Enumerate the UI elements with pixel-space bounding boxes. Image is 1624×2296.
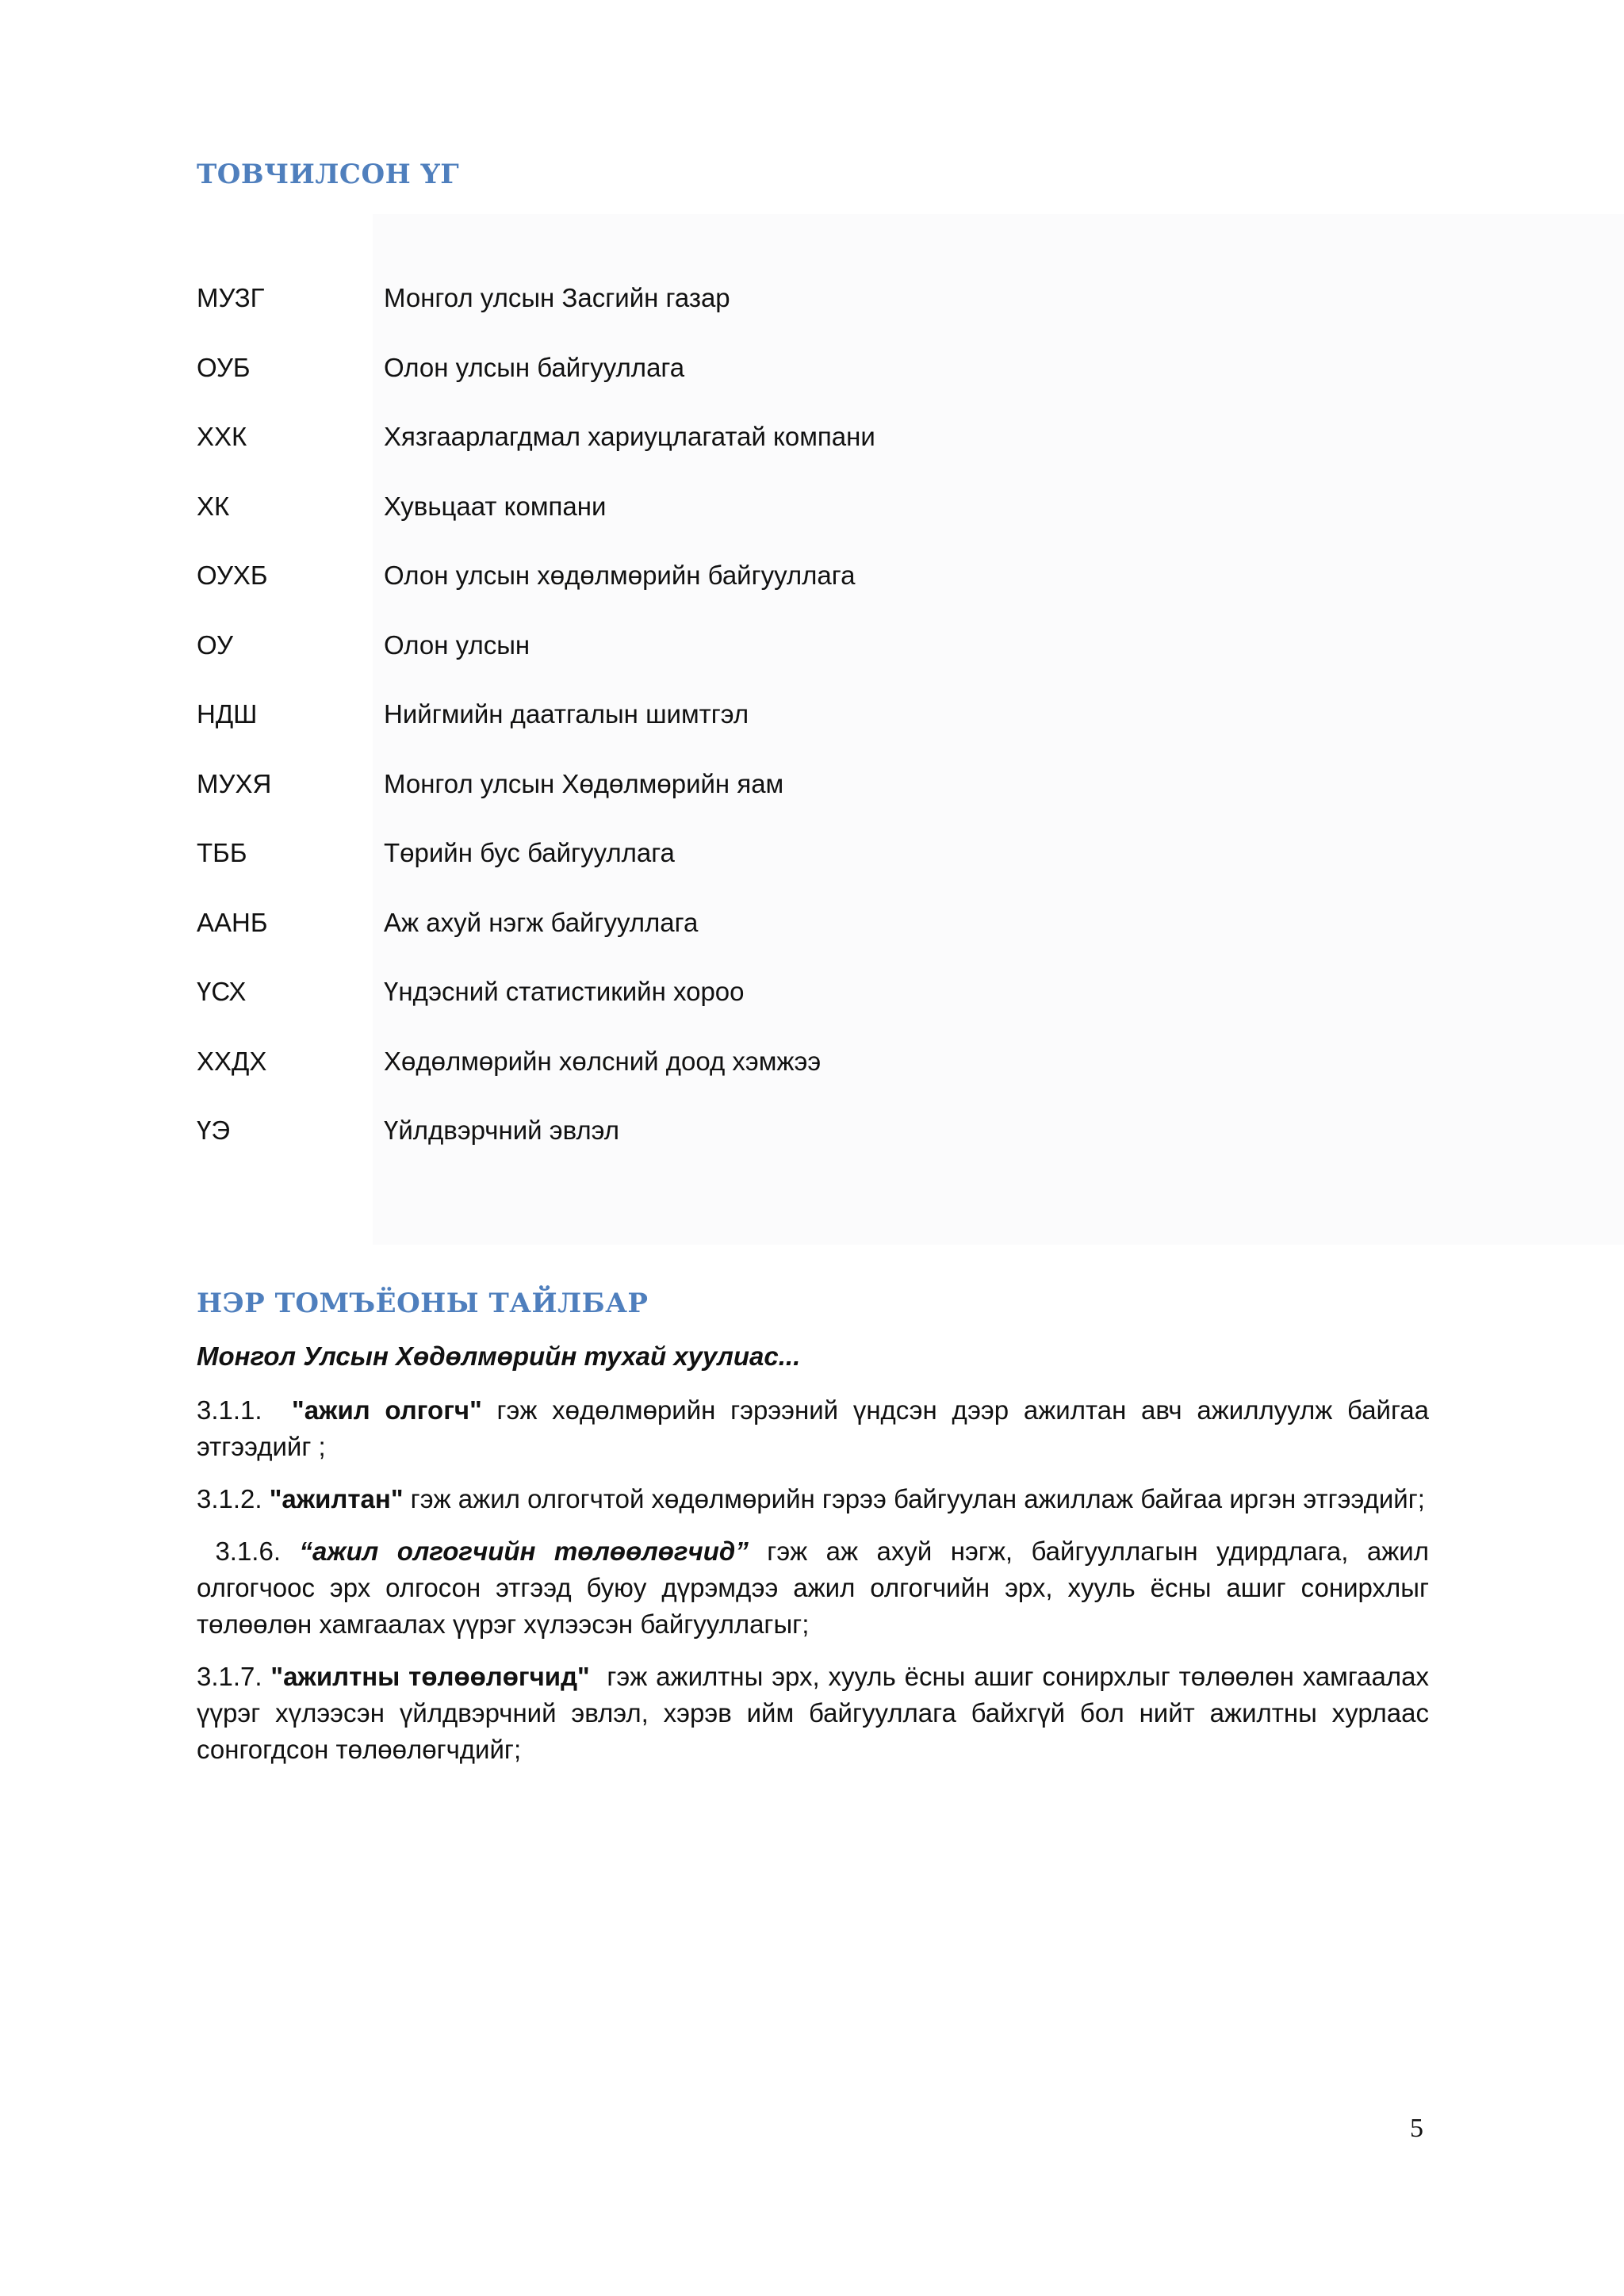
definition-term: "ажилтны төлөөлөгчид" [270,1662,590,1691]
abbreviation-definition: Үйлдвэрчний эвлэл [384,1115,619,1145]
abbreviation-row [197,560,1465,629]
abbreviation-definition: Үндэсний статистикийн хороо [384,977,745,1006]
definition-number: 3.1.1. [197,1395,262,1425]
abbreviation-code: ОУ [197,629,233,660]
abbreviation-row [197,1115,1465,1184]
abbreviation-definition: Хувьцаат компани [384,491,607,521]
abbreviation-list [197,282,1465,1184]
abbreviation-definition: Олон улсын байгууллага [384,352,685,382]
definition-number: 3.1.2. [197,1484,262,1513]
abbreviations-heading: ТОВЧИЛСОН ҮГ [197,159,460,190]
definition-text: гэж аж ахуй нэгж, байгууллагын удирдлага, ажил олгогчоос эрх олгосон этгээд буюу дүрэмдээ ажил олгогчийн эрх, хууль ёсны ашиг сонирхлыг төлөөлөн хамгаалах үүрэг хүлээсэн байгууллагыг; [197,1536,1429,1639]
abbreviation-definition: Аж ахуй нэгж байгууллага [384,907,699,937]
terms-heading: НЭР ТОМЪЁОНЫ ТАЙЛБАР [197,1288,649,1319]
abbreviation-row [197,837,1465,907]
definition-text: гэж ажил олгогчтой хөдөлмөрийн гэрээ байгуулан ажиллаж байгаа иргэн этгээдийг; [410,1484,1425,1513]
abbreviation-row [197,629,1465,699]
definition-term: “ажил олгогчийн төлөөлөгчид” [299,1536,749,1566]
abbreviation-definition: Хөдөлмөрийн хөлсний доод хэмжээ [384,1046,822,1076]
abbreviation-definition: Нийгмийн даатгалын шимтгэл [384,699,749,729]
page-number: 5 [1410,2114,1423,2143]
abbreviation-code: ҮЭ [197,1115,231,1145]
abbreviation-row [197,282,1465,352]
abbreviation-definition: Монгол улсын Засгийн газар [384,283,730,312]
abbreviation-code: ХХК [197,422,247,451]
abbreviation-row [197,768,1465,838]
abbreviation-definition: Монгол улсын Хөдөлмөрийн яам [384,768,784,798]
abbreviation-row [197,698,1465,768]
abbreviation-code: НДШ [197,699,258,729]
abbreviation-definition: Хязгаарлагдмал хариуцлагатай компани [384,422,875,451]
definition-number: 3.1.7. [197,1662,262,1691]
definition-term: "ажилтан" [269,1484,404,1513]
abbreviation-row [197,421,1465,491]
definition-text: гэж ажилтны эрх, хууль ёсны ашиг сонирхлыг төлөөлөн хамгаалах үүрэг хүлээсэн үйлдвэрчний эвлэл, хэрэв ийм байгууллага байхгүй бол нийт ажилтны хурлаас сонгогдсон төлөөлөгчдийг; [197,1662,1429,1764]
definition-term: "ажил олгогч" [292,1395,482,1425]
abbreviation-code: МУЗГ [197,283,265,312]
definition-number: 3.1.6. [215,1536,282,1566]
abbreviation-row [197,352,1465,422]
abbreviation-code: ТББ [197,838,247,867]
abbreviation-row [197,491,1465,561]
abbreviation-definition: Олон улсын хөдөлмөрийн байгууллага [384,561,856,590]
abbreviation-definition: Олон улсын [384,629,530,660]
definition-paragraph [197,1533,1429,1643]
definition-paragraph [197,1392,1429,1465]
abbreviation-row [197,976,1465,1046]
definition-paragraph [197,1659,1429,1768]
definition-paragraph [197,1481,1429,1517]
definition-text: гэж хөдөлмөрийн гэрээний үндсэн дээр ажилтан авч ажиллуулж байгаа этгээдийг ; [197,1395,1429,1461]
abbreviation-code: ХК [197,491,230,521]
abbreviation-code: ААНБ [197,907,268,937]
abbreviation-row [197,1046,1465,1115]
abbreviation-code: МУХЯ [197,768,272,798]
terms-intro: Монгол Улсын Хөдөлмөрийн тухай хуулиас... [197,1341,801,1371]
abbreviation-code: ХХДХ [197,1046,267,1076]
abbreviation-code: ҮСХ [197,977,247,1006]
abbreviation-code: ОУБ [197,352,251,382]
definitions-list [197,1392,1429,1784]
abbreviation-code: ОУХБ [197,561,268,590]
abbreviation-row [197,907,1465,977]
abbreviation-definition: Төрийн бус байгууллага [384,838,675,867]
